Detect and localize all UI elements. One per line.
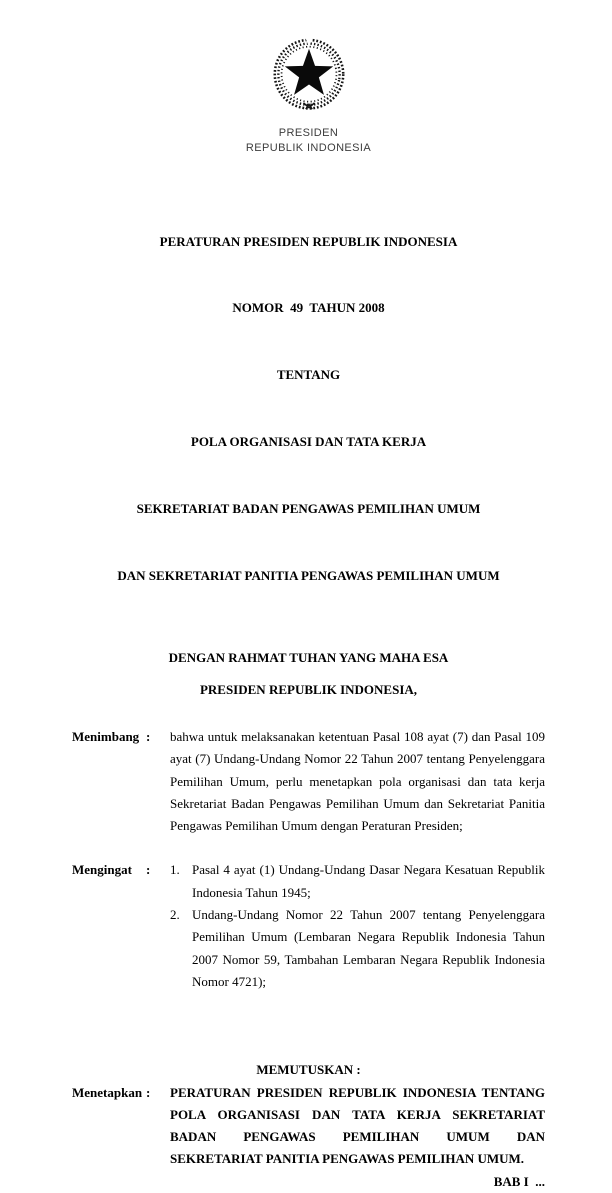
- considerations-colon: :: [146, 728, 151, 744]
- title-line-peraturan: PERATURAN PRESIDEN REPUBLIK INDONESIA: [159, 233, 458, 249]
- legal-basis-item-1: [170, 859, 545, 904]
- enactment-text: PERATURAN PRESIDEN REPUBLIK INDONESIA TENTANG POLA ORGANISASI DAN TATA KERJA SEKRETARIAT BADAN PENGAWAS PEMILIHAN UMUM DAN SEKRETARIAT PANITIA PENGAWAS PEMILIHAN UMUM.: [170, 1084, 545, 1167]
- continuation-marker: BAB I ...: [493, 1173, 545, 1189]
- enactment-section: [72, 1082, 545, 1171]
- legal-basis-colon: :: [146, 862, 151, 878]
- title-line-pola: POLA ORGANISASI DAN TATA KERJA: [190, 434, 427, 450]
- enactment-colon: :: [146, 1084, 151, 1100]
- legal-basis-item-2: [170, 904, 545, 993]
- title-line-tentang: TENTANG: [276, 367, 341, 383]
- item-1-text: Pasal 4 ayat (1) Undang-Undang Dasar Negara Kesatuan Republik Indonesia Tahun 1945;: [192, 862, 545, 900]
- presidential-seal-icon: [269, 36, 349, 114]
- title-line-sekretariat-badan: SEKRETARIAT BADAN PENGAWAS PEMILIHAN UMUM: [136, 501, 481, 517]
- grace-line: DENGAN RAHMAT TUHAN YANG MAHA ESA: [168, 649, 449, 665]
- decision-heading: MEMUTUSKAN :: [256, 1062, 361, 1078]
- title-line-nomor: NOMOR 49 TAHUN 2008: [232, 300, 385, 316]
- authority-line: PRESIDEN REPUBLIK INDONESIA,: [199, 681, 418, 697]
- item-2-text: Undang-Undang Nomor 22 Tahun 2007 tentang Penyelenggara Pemilihan Umum (Lembaran Negara Republik Indonesia Tahun 2007 Nomor 59, Tambahan Lembaran Negara Republik Indonesia Nomor 4721);: [192, 907, 545, 989]
- org-name: [72, 126, 545, 155]
- legal-basis-section: [72, 859, 545, 993]
- considerations-label: Menimbang: [72, 728, 140, 744]
- enactment-label: Menetapkan: [72, 1084, 143, 1100]
- item-2-number: 2.: [170, 907, 180, 923]
- considerations-section: [72, 726, 545, 837]
- title-line-dan-sekretariat: DAN SEKRETARIAT PANITIA PENGAWAS PEMILIHAN UMUM: [117, 568, 500, 584]
- seal-container: [72, 36, 545, 155]
- item-1-number: 1.: [170, 862, 180, 878]
- legal-basis-list: [170, 859, 545, 993]
- org-line-presiden: PRESIDEN: [278, 127, 339, 139]
- considerations-text: bahwa untuk melaksanakan ketentuan Pasal 108 ayat (7) dan Pasal 109 ayat (7) Undang-Undang Nomor 22 Tahun 2007 tentang Penyelenggara Pemilihan Umum, perlu menetapkan pola organisasi dan tata kerja Sekretariat Badan Pengawas Pemilihan Umum dan Sekretariat Panitia Pengawas Pemilihan Umum dengan Peraturan Presiden;: [170, 728, 545, 834]
- regulation-title: [72, 186, 545, 632]
- legal-basis-label: Mengingat: [72, 862, 132, 878]
- org-line-republik: REPUBLIK INDONESIA: [245, 141, 372, 154]
